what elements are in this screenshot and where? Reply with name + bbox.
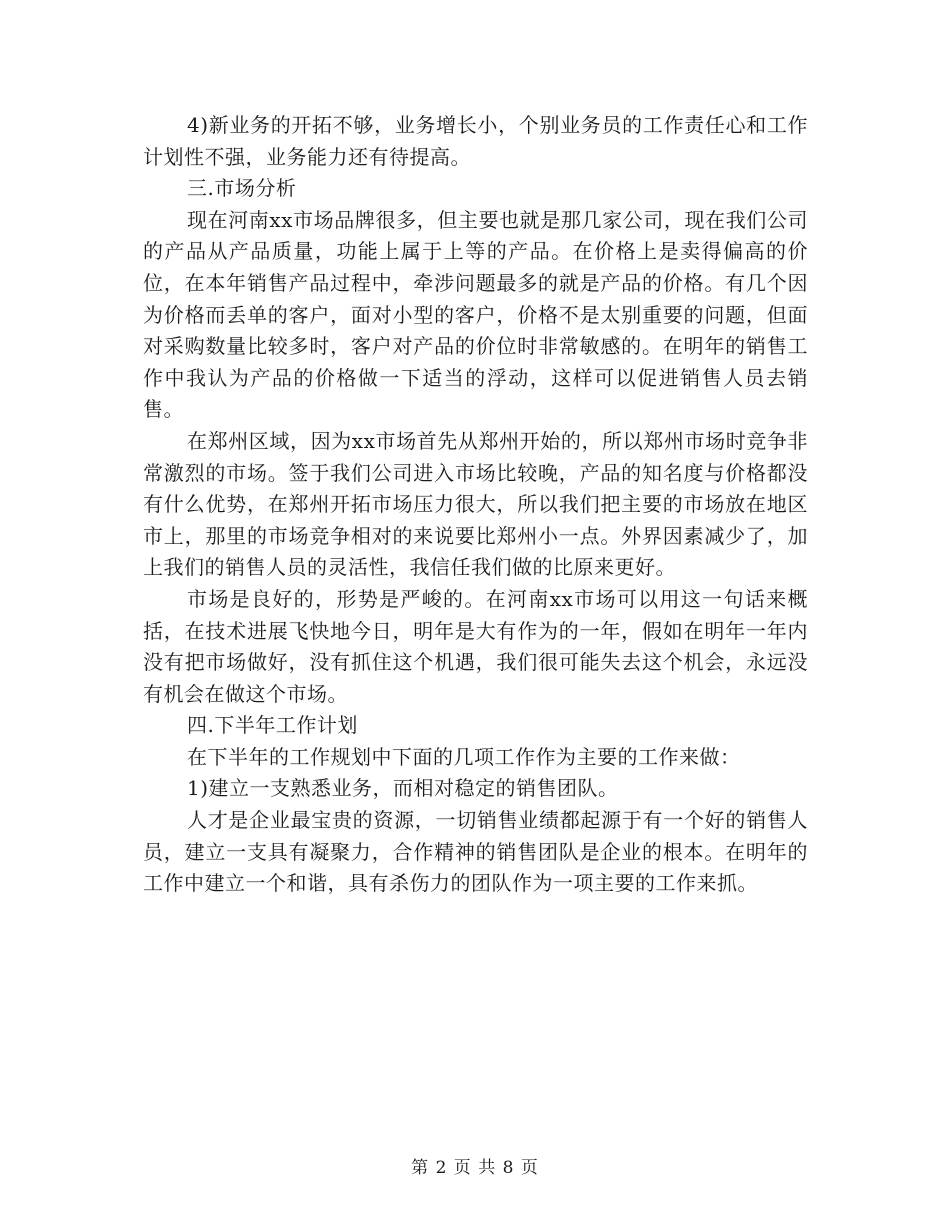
document-body	[143, 110, 808, 900]
paragraph-henan-market: 现在河南xx市场品牌很多，但主要也就是那几家公司，现在我们公司的产品从产品质量，功能上属于上等的产品。在价格上是卖得偏高的价位，在本年销售产品过程中，牵涉问题最多的就是产品的价格。有几个因为价格而丢单的客户，面对小型的客户，价格不是太别重要的问题，但面对采购数量比较多时，客户对产品的价位时非常敏感的。在明年的销售工作中我认为产品的价格做一下适当的浮动，这样可以促进销售人员去销售。	[143, 207, 808, 422]
paragraph-business-expansion: 4)新业务的开拓不够，业务增长小，个别业务员的工作责任心和工作计划性不强，业务能力还有待提高。	[143, 113, 808, 169]
paragraph-zhengzhou-region: 在郑州区域，因为xx市场首先从郑州开始的，所以郑州市场时竞争非常激烈的市场。签于我们公司进入市场比较晚，产品的知名度与价格都没有什么优势，在郑州开拓市场压力很大，所以我们把主要的市场放在地区市上，那里的市场竞争相对的来说要比郑州小一点。外界因素减少了，加上我们的销售人员的灵活性，我信任我们做的比原来更好。	[143, 428, 808, 580]
page-number-footer: 第 2 页 共 8 页	[411, 1158, 539, 1178]
list-item-sales-team: 1)建立一支熟悉业务，而相对稳定的销售团队。	[187, 776, 619, 801]
paragraph-talent: 人才是企业最宝贵的资源，一切销售业绩都起源于有一个好的销售人员，建立一支具有凝聚力，合作精神的销售团队是企业的根本。在明年的工作中建立一个和谐，具有杀伤力的团队作为一项主要的工作来抓。	[143, 808, 808, 896]
paragraph-plan-intro: 在下半年的工作规划中下面的几项工作作为主要的工作来做：	[187, 744, 741, 769]
section-heading-work-plan: 四.下半年工作计划	[187, 713, 358, 738]
section-heading-market-analysis: 三.市场分析	[187, 176, 297, 201]
paragraph-market-outlook: 市场是良好的，形势是严峻的。在河南xx市场可以用这一句话来概括，在技术进展飞快地今日，明年是大有作为的一年，假如在明年一年内没有把市场做好，没有抓住这个机遇，我们很可能失去这个机会，永远没有机会在做这个市场。	[143, 586, 808, 706]
